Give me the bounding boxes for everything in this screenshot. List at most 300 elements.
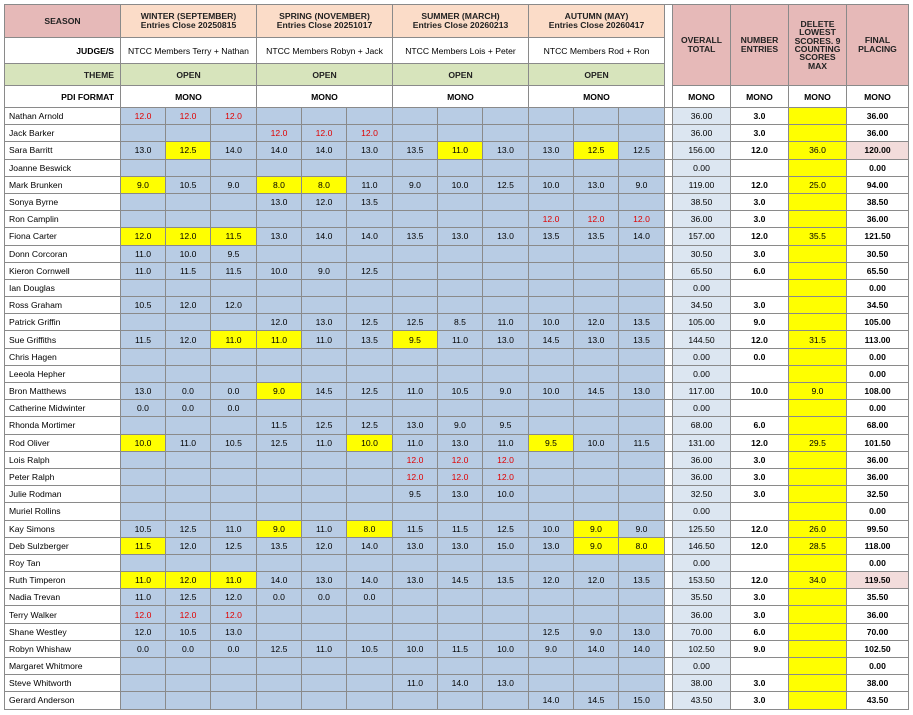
score-cell[interactable]: [121, 417, 166, 434]
final-placing-cell[interactable]: 119.50: [847, 572, 909, 589]
score-cell[interactable]: [438, 606, 483, 623]
score-cell[interactable]: [438, 589, 483, 606]
score-cell[interactable]: [574, 297, 619, 314]
score-cell[interactable]: 11.0: [302, 640, 347, 657]
number-entries-cell[interactable]: [731, 279, 789, 296]
score-cell[interactable]: [483, 554, 529, 571]
score-cell[interactable]: 13.0: [483, 331, 529, 348]
score-cell[interactable]: 9.0: [302, 262, 347, 279]
score-cell[interactable]: [619, 606, 665, 623]
score-cell[interactable]: [166, 468, 211, 485]
score-cell[interactable]: 11.0: [302, 520, 347, 537]
score-cell[interactable]: [393, 623, 438, 640]
score-cell[interactable]: 12.0: [121, 228, 166, 245]
score-cell[interactable]: 12.5: [483, 520, 529, 537]
deleted-scores-cell[interactable]: [789, 348, 847, 365]
deleted-scores-cell[interactable]: [789, 417, 847, 434]
entrant-name-cell[interactable]: Roy Tan: [5, 554, 121, 571]
score-cell[interactable]: [302, 554, 347, 571]
overall-total-cell[interactable]: 36.00: [673, 125, 731, 142]
score-cell[interactable]: 9.0: [574, 537, 619, 554]
score-cell[interactable]: [347, 400, 393, 417]
score-cell[interactable]: [529, 365, 574, 382]
score-cell[interactable]: 11.0: [257, 331, 302, 348]
score-cell[interactable]: 12.0: [121, 623, 166, 640]
score-cell[interactable]: 13.5: [574, 228, 619, 245]
score-cell[interactable]: [302, 245, 347, 262]
final-placing-cell[interactable]: 36.00: [847, 108, 909, 125]
overall-total-cell[interactable]: 68.00: [673, 417, 731, 434]
deleted-scores-cell[interactable]: 34.0: [789, 572, 847, 589]
score-cell[interactable]: [121, 468, 166, 485]
score-cell[interactable]: [393, 159, 438, 176]
score-cell[interactable]: 11.0: [483, 314, 529, 331]
score-cell[interactable]: 13.5: [257, 537, 302, 554]
score-cell[interactable]: 12.0: [393, 451, 438, 468]
number-entries-cell[interactable]: 9.0: [731, 640, 789, 657]
number-entries-cell[interactable]: [731, 159, 789, 176]
score-cell[interactable]: 10.5: [211, 434, 257, 451]
score-cell[interactable]: 12.0: [166, 606, 211, 623]
score-cell[interactable]: [393, 365, 438, 382]
score-cell[interactable]: 12.0: [302, 193, 347, 210]
score-cell[interactable]: 10.0: [529, 314, 574, 331]
score-cell[interactable]: 0.0: [166, 383, 211, 400]
score-cell[interactable]: 12.5: [347, 383, 393, 400]
score-cell[interactable]: [529, 468, 574, 485]
score-cell[interactable]: 13.0: [347, 142, 393, 159]
score-cell[interactable]: [347, 211, 393, 228]
score-cell[interactable]: [121, 279, 166, 296]
score-cell[interactable]: 11.5: [438, 640, 483, 657]
score-cell[interactable]: [574, 245, 619, 262]
score-cell[interactable]: [347, 675, 393, 692]
entrant-name-cell[interactable]: Ruth Timperon: [5, 572, 121, 589]
number-entries-cell[interactable]: 12.0: [731, 176, 789, 193]
score-cell[interactable]: 12.5: [619, 142, 665, 159]
score-cell[interactable]: [347, 503, 393, 520]
score-cell[interactable]: [347, 692, 393, 709]
score-cell[interactable]: 14.0: [347, 537, 393, 554]
score-cell[interactable]: 12.0: [166, 108, 211, 125]
score-cell[interactable]: [483, 279, 529, 296]
score-cell[interactable]: 0.0: [166, 640, 211, 657]
score-cell[interactable]: [529, 606, 574, 623]
score-cell[interactable]: [619, 451, 665, 468]
score-cell[interactable]: [257, 451, 302, 468]
number-entries-cell[interactable]: 6.0: [731, 623, 789, 640]
score-cell[interactable]: [438, 211, 483, 228]
final-placing-cell[interactable]: 105.00: [847, 314, 909, 331]
number-entries-cell[interactable]: 3.0: [731, 589, 789, 606]
final-placing-cell[interactable]: 101.50: [847, 434, 909, 451]
final-placing-cell[interactable]: 35.50: [847, 589, 909, 606]
overall-total-cell[interactable]: 102.50: [673, 640, 731, 657]
score-cell[interactable]: [619, 400, 665, 417]
score-cell[interactable]: [438, 554, 483, 571]
entrant-name-cell[interactable]: Gerard Anderson: [5, 692, 121, 709]
deleted-scores-cell[interactable]: [789, 314, 847, 331]
score-cell[interactable]: [347, 279, 393, 296]
score-cell[interactable]: 11.5: [257, 417, 302, 434]
score-cell[interactable]: [211, 468, 257, 485]
deleted-scores-cell[interactable]: [789, 193, 847, 210]
number-entries-cell[interactable]: 12.0: [731, 537, 789, 554]
score-cell[interactable]: [483, 125, 529, 142]
entrant-name-cell[interactable]: Chris Hagen: [5, 348, 121, 365]
score-cell[interactable]: 11.0: [393, 383, 438, 400]
score-cell[interactable]: [211, 554, 257, 571]
final-placing-cell[interactable]: 108.00: [847, 383, 909, 400]
number-entries-cell[interactable]: 12.0: [731, 331, 789, 348]
number-entries-cell[interactable]: 3.0: [731, 245, 789, 262]
score-cell[interactable]: 12.0: [529, 572, 574, 589]
score-cell[interactable]: 10.0: [529, 176, 574, 193]
score-cell[interactable]: [347, 451, 393, 468]
score-cell[interactable]: [211, 658, 257, 675]
score-cell[interactable]: 11.0: [393, 675, 438, 692]
deleted-scores-cell[interactable]: [789, 159, 847, 176]
overall-total-cell[interactable]: 0.00: [673, 503, 731, 520]
score-cell[interactable]: [211, 365, 257, 382]
score-cell[interactable]: [619, 297, 665, 314]
score-cell[interactable]: [211, 692, 257, 709]
number-entries-cell[interactable]: 6.0: [731, 262, 789, 279]
score-cell[interactable]: [121, 692, 166, 709]
score-cell[interactable]: [438, 365, 483, 382]
final-placing-cell[interactable]: 120.00: [847, 142, 909, 159]
score-cell[interactable]: [438, 279, 483, 296]
overall-total-cell[interactable]: 144.50: [673, 331, 731, 348]
score-cell[interactable]: 12.5: [393, 314, 438, 331]
score-cell[interactable]: 10.5: [438, 383, 483, 400]
score-cell[interactable]: [166, 193, 211, 210]
entrant-name-cell[interactable]: Bron Matthews: [5, 383, 121, 400]
score-cell[interactable]: [257, 159, 302, 176]
score-cell[interactable]: 9.0: [574, 623, 619, 640]
entrant-name-cell[interactable]: Peter Ralph: [5, 468, 121, 485]
score-cell[interactable]: 13.0: [438, 228, 483, 245]
score-cell[interactable]: [529, 245, 574, 262]
final-placing-cell[interactable]: 102.50: [847, 640, 909, 657]
score-cell[interactable]: 11.5: [211, 228, 257, 245]
entrant-name-cell[interactable]: Mark Brunken: [5, 176, 121, 193]
final-placing-cell[interactable]: 36.00: [847, 125, 909, 142]
score-cell[interactable]: 14.0: [347, 228, 393, 245]
score-cell[interactable]: [529, 159, 574, 176]
deleted-scores-cell[interactable]: 35.5: [789, 228, 847, 245]
score-cell[interactable]: [438, 193, 483, 210]
score-cell[interactable]: 12.0: [574, 314, 619, 331]
score-cell[interactable]: [166, 314, 211, 331]
score-cell[interactable]: [529, 125, 574, 142]
score-cell[interactable]: 14.0: [211, 142, 257, 159]
score-cell[interactable]: [529, 417, 574, 434]
score-cell[interactable]: 9.0: [619, 176, 665, 193]
score-cell[interactable]: 14.0: [257, 572, 302, 589]
number-entries-cell[interactable]: [731, 400, 789, 417]
score-cell[interactable]: [166, 159, 211, 176]
score-cell[interactable]: [121, 503, 166, 520]
score-cell[interactable]: 11.5: [121, 331, 166, 348]
score-cell[interactable]: 0.0: [211, 640, 257, 657]
number-entries-cell[interactable]: 12.0: [731, 228, 789, 245]
score-cell[interactable]: 14.0: [302, 228, 347, 245]
score-cell[interactable]: [302, 451, 347, 468]
overall-total-cell[interactable]: 0.00: [673, 279, 731, 296]
score-cell[interactable]: 11.0: [121, 262, 166, 279]
score-cell[interactable]: [619, 486, 665, 503]
entrant-name-cell[interactable]: Joanne Beswick: [5, 159, 121, 176]
score-cell[interactable]: [302, 400, 347, 417]
overall-total-cell[interactable]: 35.50: [673, 589, 731, 606]
score-cell[interactable]: 11.5: [211, 262, 257, 279]
score-cell[interactable]: [393, 297, 438, 314]
score-cell[interactable]: 9.5: [393, 486, 438, 503]
score-cell[interactable]: 9.0: [393, 176, 438, 193]
score-cell[interactable]: 14.5: [574, 383, 619, 400]
score-cell[interactable]: [393, 692, 438, 709]
score-cell[interactable]: 12.0: [529, 211, 574, 228]
score-cell[interactable]: [257, 297, 302, 314]
deleted-scores-cell[interactable]: [789, 365, 847, 382]
score-cell[interactable]: 13.0: [302, 572, 347, 589]
score-cell[interactable]: [211, 348, 257, 365]
score-cell[interactable]: 13.0: [529, 142, 574, 159]
final-placing-cell[interactable]: 68.00: [847, 417, 909, 434]
score-cell[interactable]: 12.0: [619, 211, 665, 228]
score-cell[interactable]: 0.0: [166, 400, 211, 417]
score-cell[interactable]: 13.0: [121, 142, 166, 159]
entrant-name-cell[interactable]: Kay Simons: [5, 520, 121, 537]
score-cell[interactable]: [302, 279, 347, 296]
score-cell[interactable]: [438, 108, 483, 125]
final-placing-cell[interactable]: 70.00: [847, 623, 909, 640]
entrant-name-cell[interactable]: Robyn Whishaw: [5, 640, 121, 657]
score-cell[interactable]: 14.5: [302, 383, 347, 400]
number-entries-cell[interactable]: 3.0: [731, 468, 789, 485]
overall-total-cell[interactable]: 156.00: [673, 142, 731, 159]
score-cell[interactable]: 14.5: [438, 572, 483, 589]
deleted-scores-cell[interactable]: 26.0: [789, 520, 847, 537]
score-cell[interactable]: [166, 675, 211, 692]
score-cell[interactable]: [257, 400, 302, 417]
number-entries-cell[interactable]: [731, 658, 789, 675]
number-entries-cell[interactable]: 3.0: [731, 692, 789, 709]
entrant-name-cell[interactable]: Shane Westley: [5, 623, 121, 640]
score-cell[interactable]: [257, 692, 302, 709]
entrant-name-cell[interactable]: Sara Barritt: [5, 142, 121, 159]
score-cell[interactable]: 12.5: [166, 589, 211, 606]
number-entries-cell[interactable]: 3.0: [731, 193, 789, 210]
score-cell[interactable]: 10.0: [483, 640, 529, 657]
score-cell[interactable]: [483, 193, 529, 210]
deleted-scores-cell[interactable]: [789, 486, 847, 503]
final-placing-cell[interactable]: 34.50: [847, 297, 909, 314]
score-cell[interactable]: 14.0: [302, 142, 347, 159]
overall-total-cell[interactable]: 32.50: [673, 486, 731, 503]
score-cell[interactable]: 10.5: [121, 520, 166, 537]
final-placing-cell[interactable]: 94.00: [847, 176, 909, 193]
score-cell[interactable]: [574, 348, 619, 365]
score-cell[interactable]: [393, 262, 438, 279]
number-entries-cell[interactable]: 12.0: [731, 520, 789, 537]
score-cell[interactable]: [347, 159, 393, 176]
score-cell[interactable]: [121, 554, 166, 571]
score-cell[interactable]: 9.0: [257, 520, 302, 537]
score-cell[interactable]: 12.0: [211, 589, 257, 606]
score-cell[interactable]: [302, 297, 347, 314]
score-cell[interactable]: 11.0: [438, 331, 483, 348]
overall-total-cell[interactable]: 30.50: [673, 245, 731, 262]
number-entries-cell[interactable]: 9.0: [731, 314, 789, 331]
score-cell[interactable]: [619, 245, 665, 262]
score-cell[interactable]: 10.0: [257, 262, 302, 279]
score-cell[interactable]: [257, 211, 302, 228]
score-cell[interactable]: [574, 417, 619, 434]
score-cell[interactable]: [257, 554, 302, 571]
final-placing-cell[interactable]: 38.50: [847, 193, 909, 210]
score-cell[interactable]: 8.0: [347, 520, 393, 537]
score-cell[interactable]: 11.5: [438, 520, 483, 537]
overall-total-cell[interactable]: 125.50: [673, 520, 731, 537]
score-cell[interactable]: [257, 108, 302, 125]
score-cell[interactable]: [483, 589, 529, 606]
score-cell[interactable]: [438, 245, 483, 262]
deleted-scores-cell[interactable]: [789, 658, 847, 675]
score-cell[interactable]: [619, 193, 665, 210]
score-cell[interactable]: [438, 262, 483, 279]
entrant-name-cell[interactable]: Sue Griffiths: [5, 331, 121, 348]
final-placing-cell[interactable]: 0.00: [847, 348, 909, 365]
score-cell[interactable]: [302, 365, 347, 382]
score-cell[interactable]: [483, 245, 529, 262]
score-cell[interactable]: 13.5: [393, 228, 438, 245]
score-cell[interactable]: [302, 348, 347, 365]
score-cell[interactable]: 12.5: [347, 262, 393, 279]
number-entries-cell[interactable]: 3.0: [731, 606, 789, 623]
overall-total-cell[interactable]: 0.00: [673, 658, 731, 675]
score-cell[interactable]: [166, 125, 211, 142]
deleted-scores-cell[interactable]: [789, 125, 847, 142]
deleted-scores-cell[interactable]: [789, 400, 847, 417]
final-placing-cell[interactable]: 118.00: [847, 537, 909, 554]
score-cell[interactable]: [529, 108, 574, 125]
score-cell[interactable]: [393, 108, 438, 125]
score-cell[interactable]: 9.5: [529, 434, 574, 451]
final-placing-cell[interactable]: 36.00: [847, 211, 909, 228]
score-cell[interactable]: 9.5: [393, 331, 438, 348]
score-cell[interactable]: [347, 365, 393, 382]
score-cell[interactable]: 9.0: [121, 176, 166, 193]
number-entries-cell[interactable]: 3.0: [731, 297, 789, 314]
deleted-scores-cell[interactable]: [789, 297, 847, 314]
score-cell[interactable]: 12.0: [166, 297, 211, 314]
score-cell[interactable]: 12.0: [121, 108, 166, 125]
entrant-name-cell[interactable]: Ian Douglas: [5, 279, 121, 296]
score-cell[interactable]: 10.0: [166, 245, 211, 262]
score-cell[interactable]: 9.5: [483, 417, 529, 434]
final-placing-cell[interactable]: 30.50: [847, 245, 909, 262]
score-cell[interactable]: 14.5: [529, 331, 574, 348]
score-cell[interactable]: 11.0: [121, 572, 166, 589]
score-cell[interactable]: [393, 658, 438, 675]
score-cell[interactable]: [257, 503, 302, 520]
score-cell[interactable]: [211, 314, 257, 331]
score-cell[interactable]: 11.0: [302, 331, 347, 348]
score-cell[interactable]: 11.5: [166, 262, 211, 279]
score-cell[interactable]: 10.0: [121, 434, 166, 451]
score-cell[interactable]: 13.0: [438, 537, 483, 554]
score-cell[interactable]: [438, 125, 483, 142]
score-cell[interactable]: 8.0: [619, 537, 665, 554]
overall-total-cell[interactable]: 38.50: [673, 193, 731, 210]
score-cell[interactable]: 12.0: [438, 451, 483, 468]
score-cell[interactable]: 12.0: [166, 572, 211, 589]
score-cell[interactable]: 10.0: [529, 520, 574, 537]
score-cell[interactable]: 10.5: [121, 297, 166, 314]
score-cell[interactable]: [211, 503, 257, 520]
score-cell[interactable]: 13.0: [393, 537, 438, 554]
score-cell[interactable]: [211, 211, 257, 228]
score-cell[interactable]: 13.0: [574, 331, 619, 348]
entrant-name-cell[interactable]: Margaret Whitmore: [5, 658, 121, 675]
score-cell[interactable]: 13.0: [438, 434, 483, 451]
score-cell[interactable]: [438, 658, 483, 675]
score-cell[interactable]: [302, 503, 347, 520]
score-cell[interactable]: 11.5: [121, 537, 166, 554]
score-cell[interactable]: 13.0: [257, 193, 302, 210]
score-cell[interactable]: [347, 297, 393, 314]
score-cell[interactable]: [121, 348, 166, 365]
score-cell[interactable]: [574, 451, 619, 468]
score-cell[interactable]: 11.0: [121, 589, 166, 606]
score-cell[interactable]: [211, 193, 257, 210]
deleted-scores-cell[interactable]: [789, 211, 847, 228]
score-cell[interactable]: 12.5: [211, 537, 257, 554]
deleted-scores-cell[interactable]: 36.0: [789, 142, 847, 159]
score-cell[interactable]: 0.0: [347, 589, 393, 606]
score-cell[interactable]: [574, 468, 619, 485]
entrant-name-cell[interactable]: Julie Rodman: [5, 486, 121, 503]
score-cell[interactable]: [257, 675, 302, 692]
score-cell[interactable]: [347, 468, 393, 485]
score-cell[interactable]: [483, 503, 529, 520]
number-entries-cell[interactable]: 6.0: [731, 417, 789, 434]
final-placing-cell[interactable]: 121.50: [847, 228, 909, 245]
score-cell[interactable]: [438, 348, 483, 365]
number-entries-cell[interactable]: [731, 554, 789, 571]
score-cell[interactable]: 13.0: [438, 486, 483, 503]
score-cell[interactable]: [302, 159, 347, 176]
overall-total-cell[interactable]: 36.00: [673, 468, 731, 485]
entrant-name-cell[interactable]: Ron Camplin: [5, 211, 121, 228]
deleted-scores-cell[interactable]: 29.5: [789, 434, 847, 451]
number-entries-cell[interactable]: 3.0: [731, 108, 789, 125]
score-cell[interactable]: [483, 348, 529, 365]
score-cell[interactable]: 13.0: [574, 176, 619, 193]
entrant-name-cell[interactable]: Kieron Cornwell: [5, 262, 121, 279]
final-placing-cell[interactable]: 0.00: [847, 365, 909, 382]
score-cell[interactable]: [483, 658, 529, 675]
score-cell[interactable]: [574, 503, 619, 520]
score-cell[interactable]: [166, 211, 211, 228]
overall-total-cell[interactable]: 36.00: [673, 211, 731, 228]
score-cell[interactable]: [257, 486, 302, 503]
entrant-name-cell[interactable]: Leeola Hepher: [5, 365, 121, 382]
final-placing-cell[interactable]: 36.00: [847, 606, 909, 623]
score-cell[interactable]: [121, 211, 166, 228]
